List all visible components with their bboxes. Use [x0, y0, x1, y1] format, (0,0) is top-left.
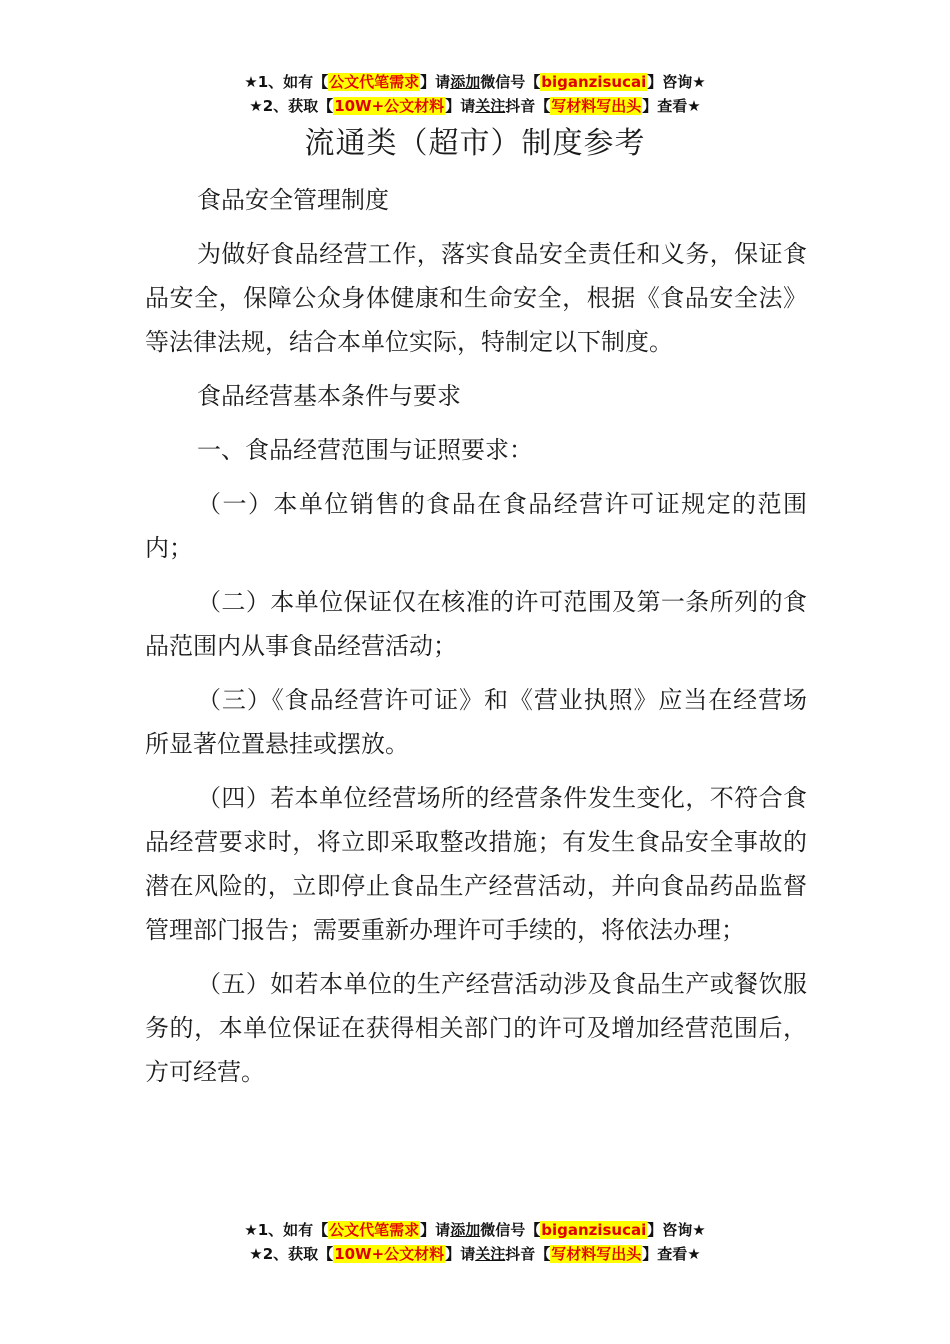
banner-line-1: ★1、如有【公文代笔需求】请添加微信号【biganzisucai】咨询★ [244, 73, 706, 91]
document-body [145, 178, 807, 1104]
wechat-id: biganzisucai [541, 1221, 647, 1239]
clause-heading: 一、食品经营范围与证照要求： [197, 436, 533, 464]
banner-line-2: ★2、获取【10W+公文材料】请关注抖音【写材料写出头】查看★ [249, 1245, 701, 1263]
clause-item: （二）本单位保证仅在核准的许可范围及第一条所列的食品范围内从事食品经营活动； [145, 588, 807, 660]
document-title: 流通类（超市）制度参考 [304, 126, 646, 161]
highlight-service: 公文代笔需求 [329, 73, 420, 91]
highlight-materials: 10W+公文材料 [334, 1245, 445, 1263]
section-heading: 食品安全管理制度 [197, 186, 389, 214]
clause-item: （四）若本单位经营场所的经营条件发生变化，不符合食品经营要求时，将立即采取整改措施；有发生食品安全事故的潜在风险的，立即停止食品生产经营活动，并向食品药品监督管理部门报告；需要重新办理许可手续的，将依法办理； [145, 784, 807, 944]
clause-item: （五）如若本单位的生产经营活动涉及食品生产或餐饮服务的，本单位保证在获得相关部门的许可及增加经营范围后，方可经营。 [145, 970, 807, 1086]
footer-banner [0, 1218, 950, 1266]
clause-item: （三）《食品经营许可证》和《营业执照》应当在经营场所显著位置悬挂或摆放。 [145, 686, 807, 758]
highlight-materials: 10W+公文材料 [334, 97, 445, 115]
intro-paragraph: 为做好食品经营工作，落实食品安全责任和义务，保证食品安全，保障公众身体健康和生命安全，根据《食品安全法》等法律法规，结合本单位实际，特制定以下制度。 [145, 240, 807, 356]
highlight-service: 公文代笔需求 [329, 1221, 420, 1239]
banner-line-1: ★1、如有【公文代笔需求】请添加微信号【biganzisucai】咨询★ [244, 1221, 706, 1239]
banner-line-2: ★2、获取【10W+公文材料】请关注抖音【写材料写出头】查看★ [249, 97, 701, 115]
wechat-id: biganzisucai [541, 73, 647, 91]
douyin-account: 写材料写出头 [551, 1245, 642, 1263]
clause-item: （一）本单位销售的食品在食品经营许可证规定的范围内； [145, 490, 807, 562]
section-heading: 食品经营基本条件与要求 [197, 382, 461, 410]
header-banner [0, 70, 950, 118]
douyin-account: 写材料写出头 [551, 97, 642, 115]
